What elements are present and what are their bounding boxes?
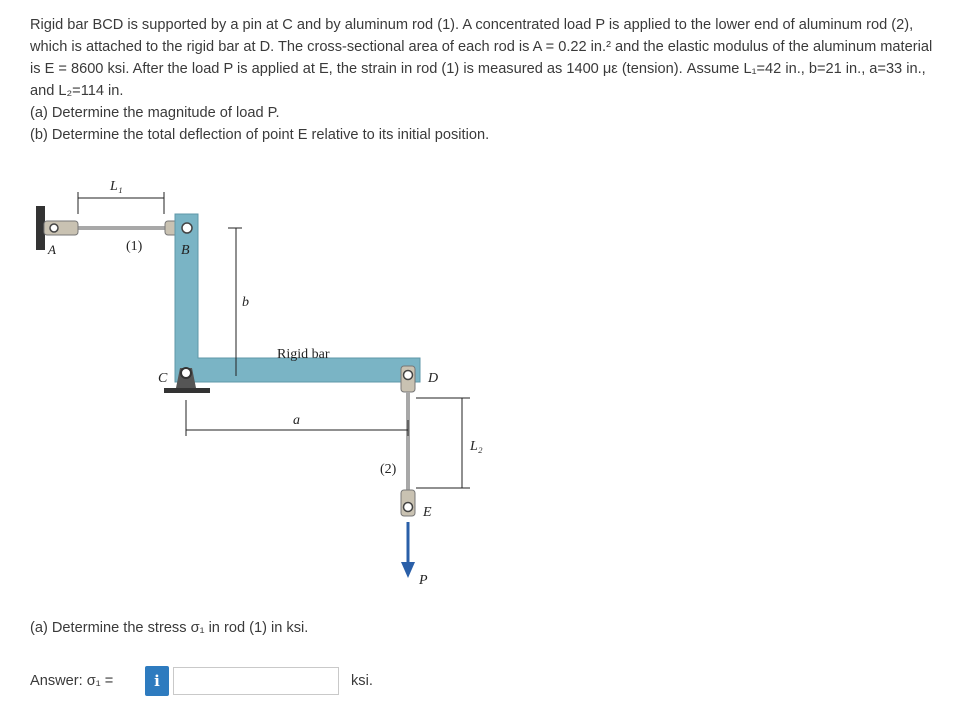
- problem-part-b: (b) Determine the total deflection of point E relative to its initial position.: [30, 127, 490, 143]
- answer-row: [30, 664, 373, 698]
- answer-input[interactable]: [173, 667, 339, 695]
- load-arrowhead-icon: [401, 562, 415, 578]
- rod-2: [406, 392, 410, 496]
- label-a-point: A: [48, 242, 56, 257]
- question-text: (a) Determine the stress σ₁ in rod (1) in ksi.: [30, 620, 309, 636]
- info-icon[interactable]: i: [145, 666, 169, 696]
- label-d-point: D: [428, 371, 439, 386]
- label-e-point: E: [423, 505, 432, 520]
- label-rigid-bar: Rigid bar: [277, 347, 330, 362]
- label-l2: L₂: [470, 439, 483, 454]
- pin-c-icon: [181, 368, 191, 378]
- pin-d-icon: [404, 371, 413, 380]
- support-c-base: [164, 388, 210, 393]
- problem-statement: [30, 14, 935, 146]
- pin-a-icon: [50, 224, 58, 232]
- rod-1-clevis-a: [44, 221, 78, 235]
- label-rod-2: (2): [380, 462, 397, 477]
- label-rod-1: (1): [126, 239, 143, 254]
- label-b-point: B: [181, 243, 190, 258]
- label-l1: L₁: [110, 179, 123, 194]
- label-a-dim: a: [293, 413, 300, 428]
- problem-part-a: (a) Determine the magnitude of load P.: [30, 105, 280, 121]
- answer-unit: ksi.: [351, 673, 373, 689]
- pin-e-icon: [404, 503, 413, 512]
- structure-figure: [30, 170, 500, 600]
- label-p-load: P: [419, 573, 428, 588]
- label-c-point: C: [158, 371, 168, 386]
- pin-b-icon: [182, 223, 192, 233]
- problem-intro: Rigid bar BCD is supported by a pin at C and by aluminum rod (1). A concentrated load P is applied to the lower end of aluminum rod (2), which is attached to the rigid bar at D. The cross-sectional area of each rod is A = 0.22 in.² and the elastic modulus of the aluminum material is E = 8600 ksi. After the load P is applied at E, the strain in rod (1) is measured as 1400 με (tension). Assume L₁=42 in., b=21 in., a=33 in., and L₂=114 in.: [30, 17, 933, 99]
- label-b-dim: b: [242, 295, 249, 310]
- answer-label: Answer: σ₁ =: [30, 673, 114, 689]
